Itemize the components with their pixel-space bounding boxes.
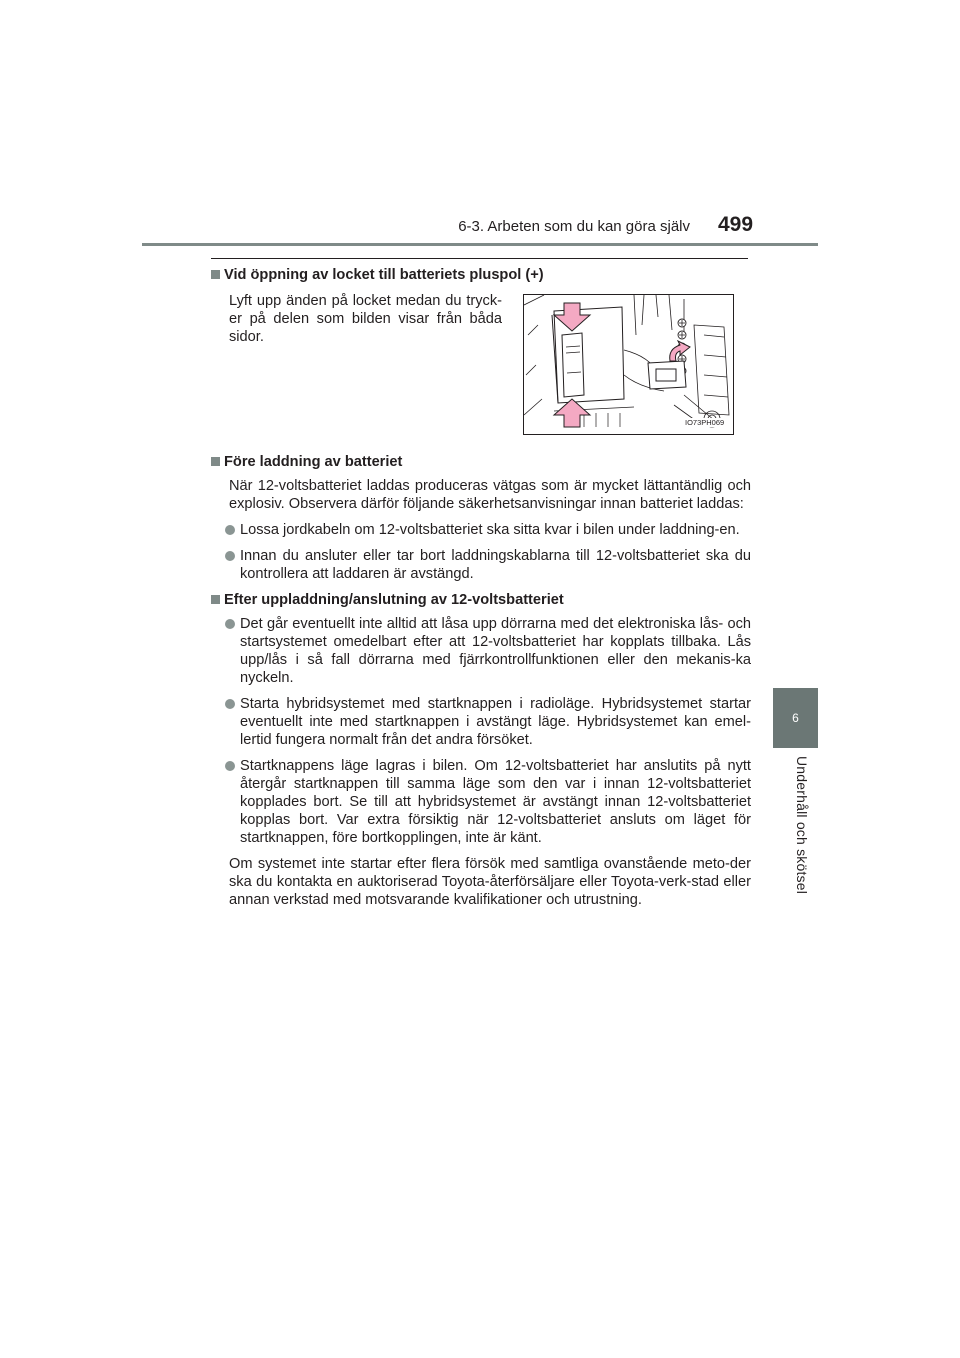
list-item: [211, 757, 751, 847]
header-section-title: 6-3. Arbeten som du kan göra själv: [458, 218, 690, 235]
section-body: [211, 292, 751, 346]
list-item-text: Lossa jordkabeln om 12-voltsbatteriet ska sitta kvar i bilen under laddning-en.: [240, 522, 740, 538]
round-bullet-icon: [225, 761, 235, 771]
round-bullet-icon: [225, 551, 235, 561]
square-bullet-icon: [211, 270, 220, 279]
list-item: [211, 695, 751, 749]
section-heading-text: Vid öppning av locket till batteriets pluspol (+): [224, 267, 544, 283]
page-content: [211, 266, 751, 909]
section-heading: [211, 453, 751, 471]
section-heading: [211, 266, 751, 284]
section-paragraph: När 12-voltsbatteriet laddas produceras vätgas som är mycket lättantändlig och explosiv. Observera därför följande säkerhetsanvisningar innan batteriet laddas:: [229, 478, 751, 512]
square-bullet-icon: [211, 595, 220, 604]
round-bullet-icon: [225, 699, 235, 709]
list-item-text: Innan du ansluter eller tar bort laddningskablarna till 12-voltsbatteriet ska du kontrollera att laddaren är avstängd.: [240, 548, 751, 582]
page-number: 499: [718, 213, 754, 236]
list-item-text: Det går eventuellt inte alltid att låsa upp dörrarna med det elektroniska lås- och startsystemet omedelbart efter att 12-voltsbatteriet har kopplats tillbaka. Lås upp/lås i så fall dörrarna med fjärrkontrollfunktionen eller den mekanis-ka nyckeln.: [240, 616, 751, 686]
list-item-text: Starta hybridsystemet med startknappen i radioläge. Hybridsystemet startar eventuellt inte med startknappen i avstängt läge. Hybridsystemet kan emel-lertid fungera normalt från det andra försöket.: [240, 696, 751, 748]
section-paragraph: Lyft upp änden på locket medan du tryck-er på delen som bilden visar från båda sidor.: [229, 293, 502, 345]
square-bullet-icon: [211, 457, 220, 466]
list-item: [211, 521, 751, 539]
list-item: [211, 547, 751, 583]
closing-paragraph: Om systemet inte startar efter flera försök med samtliga ovanstående meto-der ska du kontakta en auktoriserad Toyota-återförsäljare eller Toyota-verk-stad eller annan verkstad med motsvarande kvalifikationer och utrustning.: [229, 856, 751, 908]
chapter-label: Underhåll och skötsel: [794, 756, 810, 895]
section-heading-text: Före laddning av batteriet: [224, 454, 403, 470]
list-item-text: Startknappens läge lagras i bilen. Om 12-voltsbatteriet har anslutits på nytt återgår startknappen till samma läge som den var i innan 12-voltsbatteriet kopplades bort. Se till att hybridsystemet är avstängt innan 12-voltsbatteriet kopplas bort. Var extra försiktig när 12-voltsbatteriet ansluts om läget för startknappen, före bortkopplingen, inte är känt.: [240, 758, 751, 846]
round-bullet-icon: [225, 525, 235, 535]
header-rule: [142, 243, 818, 246]
section-rule: [211, 258, 748, 259]
chapter-tab: 6: [773, 688, 818, 748]
figure-caption: IO73PH069: [685, 418, 725, 427]
section-heading: [211, 591, 751, 609]
round-bullet-icon: [225, 619, 235, 629]
list-item: [211, 615, 751, 687]
section-heading-text: Efter uppladdning/anslutning av 12-voltsbatteriet: [224, 592, 564, 608]
